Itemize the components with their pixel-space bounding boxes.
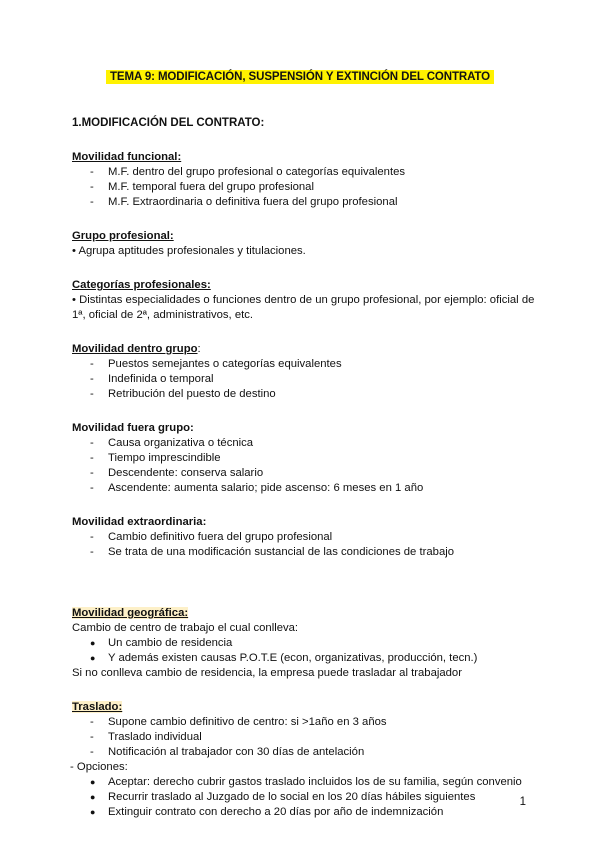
movilidad-dentro-heading: Movilidad dentro grupo: [72, 343, 198, 355]
list-item: ● Un cambio de residencia: [72, 636, 542, 651]
list-item: - Ascendente: aumenta salario; pide ascenso: 6 meses en 1 año: [72, 481, 542, 496]
movilidad-fuera-heading: Movilidad fuera grupo:: [72, 422, 194, 434]
opciones-label: - Opciones:: [70, 761, 128, 773]
movilidad-fuera-list: [72, 436, 542, 496]
movilidad-extra-list: [72, 530, 542, 560]
categorias-text: • Distintas especialidades o funciones dentro de un grupo profesional, por ejemplo: oficial de 1ª, oficial de 2ª, administrativos, etc.: [72, 294, 535, 321]
grupo-profesional-heading: Grupo profesional:: [72, 230, 174, 242]
list-item: - Notificación al trabajador con 30 días de antelación: [72, 745, 542, 760]
list-item: - Cambio definitivo fuera del grupo profesional: [72, 530, 542, 545]
traslado-heading: Traslado:: [72, 701, 123, 713]
list-item: - Retribución del puesto de destino: [72, 387, 542, 402]
traslado-list: [72, 715, 542, 760]
opciones-list: [72, 775, 542, 820]
list-item: - Puestos semejantes o categorías equivalentes: [72, 357, 542, 372]
list-item: - Traslado individual: [72, 730, 542, 745]
list-item: ● Y además existen causas P.O.T.E (econ, organizativas, producción, tecn.): [72, 651, 542, 666]
page-title: TEMA 9: MODIFICACIÓN, SUSPENSIÓN Y EXTINCIÓN DEL CONTRATO: [106, 70, 494, 84]
list-item: - Descendente: conserva salario: [72, 466, 542, 481]
categorias-heading: Categorías profesionales:: [72, 279, 211, 291]
heading-colon: :: [197, 343, 201, 355]
movilidad-dentro-list: [72, 357, 542, 402]
list-item: ● Aceptar: derecho cubrir gastos traslado incluidos los de su familia, según convenio: [72, 775, 542, 790]
title-wrap: [0, 70, 600, 84]
list-item: - Indefinida o temporal: [72, 372, 542, 387]
list-item: - Supone cambio definitivo de centro: si >1año en 3 años: [72, 715, 542, 730]
traslado-heading-line: [72, 700, 542, 715]
grupo-profesional-text: • Agrupa aptitudes profesionales y titulaciones.: [72, 245, 306, 257]
movilidad-funcional-list: [72, 165, 542, 210]
list-item: ● Recurrir traslado al Juzgado de lo social en los 20 días hábiles siguientes: [72, 790, 542, 805]
movilidad-geo-intro: Cambio de centro de trabajo el cual conlleva:: [72, 622, 299, 634]
document-body: [72, 116, 542, 820]
list-item: - M.F. Extraordinaria o definitiva fuera del grupo profesional: [72, 195, 542, 210]
list-item: - M.F. temporal fuera del grupo profesional: [72, 180, 542, 195]
list-item: - Causa organizativa o técnica: [72, 436, 542, 451]
movilidad-dentro-heading-line: [72, 342, 542, 357]
movilidad-geo-heading-line: [72, 606, 542, 621]
movilidad-extra-heading: Movilidad extraordinaria:: [72, 516, 207, 528]
list-item: - Tiempo imprescindible: [72, 451, 542, 466]
section-title: 1.MODIFICACIÓN DEL CONTRATO:: [72, 117, 265, 129]
list-item: - M.F. dentro del grupo profesional o categorías equivalentes: [72, 165, 542, 180]
movilidad-funcional-heading: Movilidad funcional:: [72, 151, 182, 163]
list-item: - Se trata de una modificación sustancial de las condiciones de trabajo: [72, 545, 542, 560]
movilidad-geo-heading: Movilidad geográfica:: [72, 607, 189, 619]
page-number: 1: [519, 796, 526, 808]
movilidad-geo-list: [72, 636, 542, 666]
list-item: ● Extinguir contrato con derecho a 20 días por año de indemnización: [72, 805, 542, 820]
movilidad-geo-outro: Si no conlleva cambio de residencia, la empresa puede trasladar al trabajador: [72, 667, 462, 679]
